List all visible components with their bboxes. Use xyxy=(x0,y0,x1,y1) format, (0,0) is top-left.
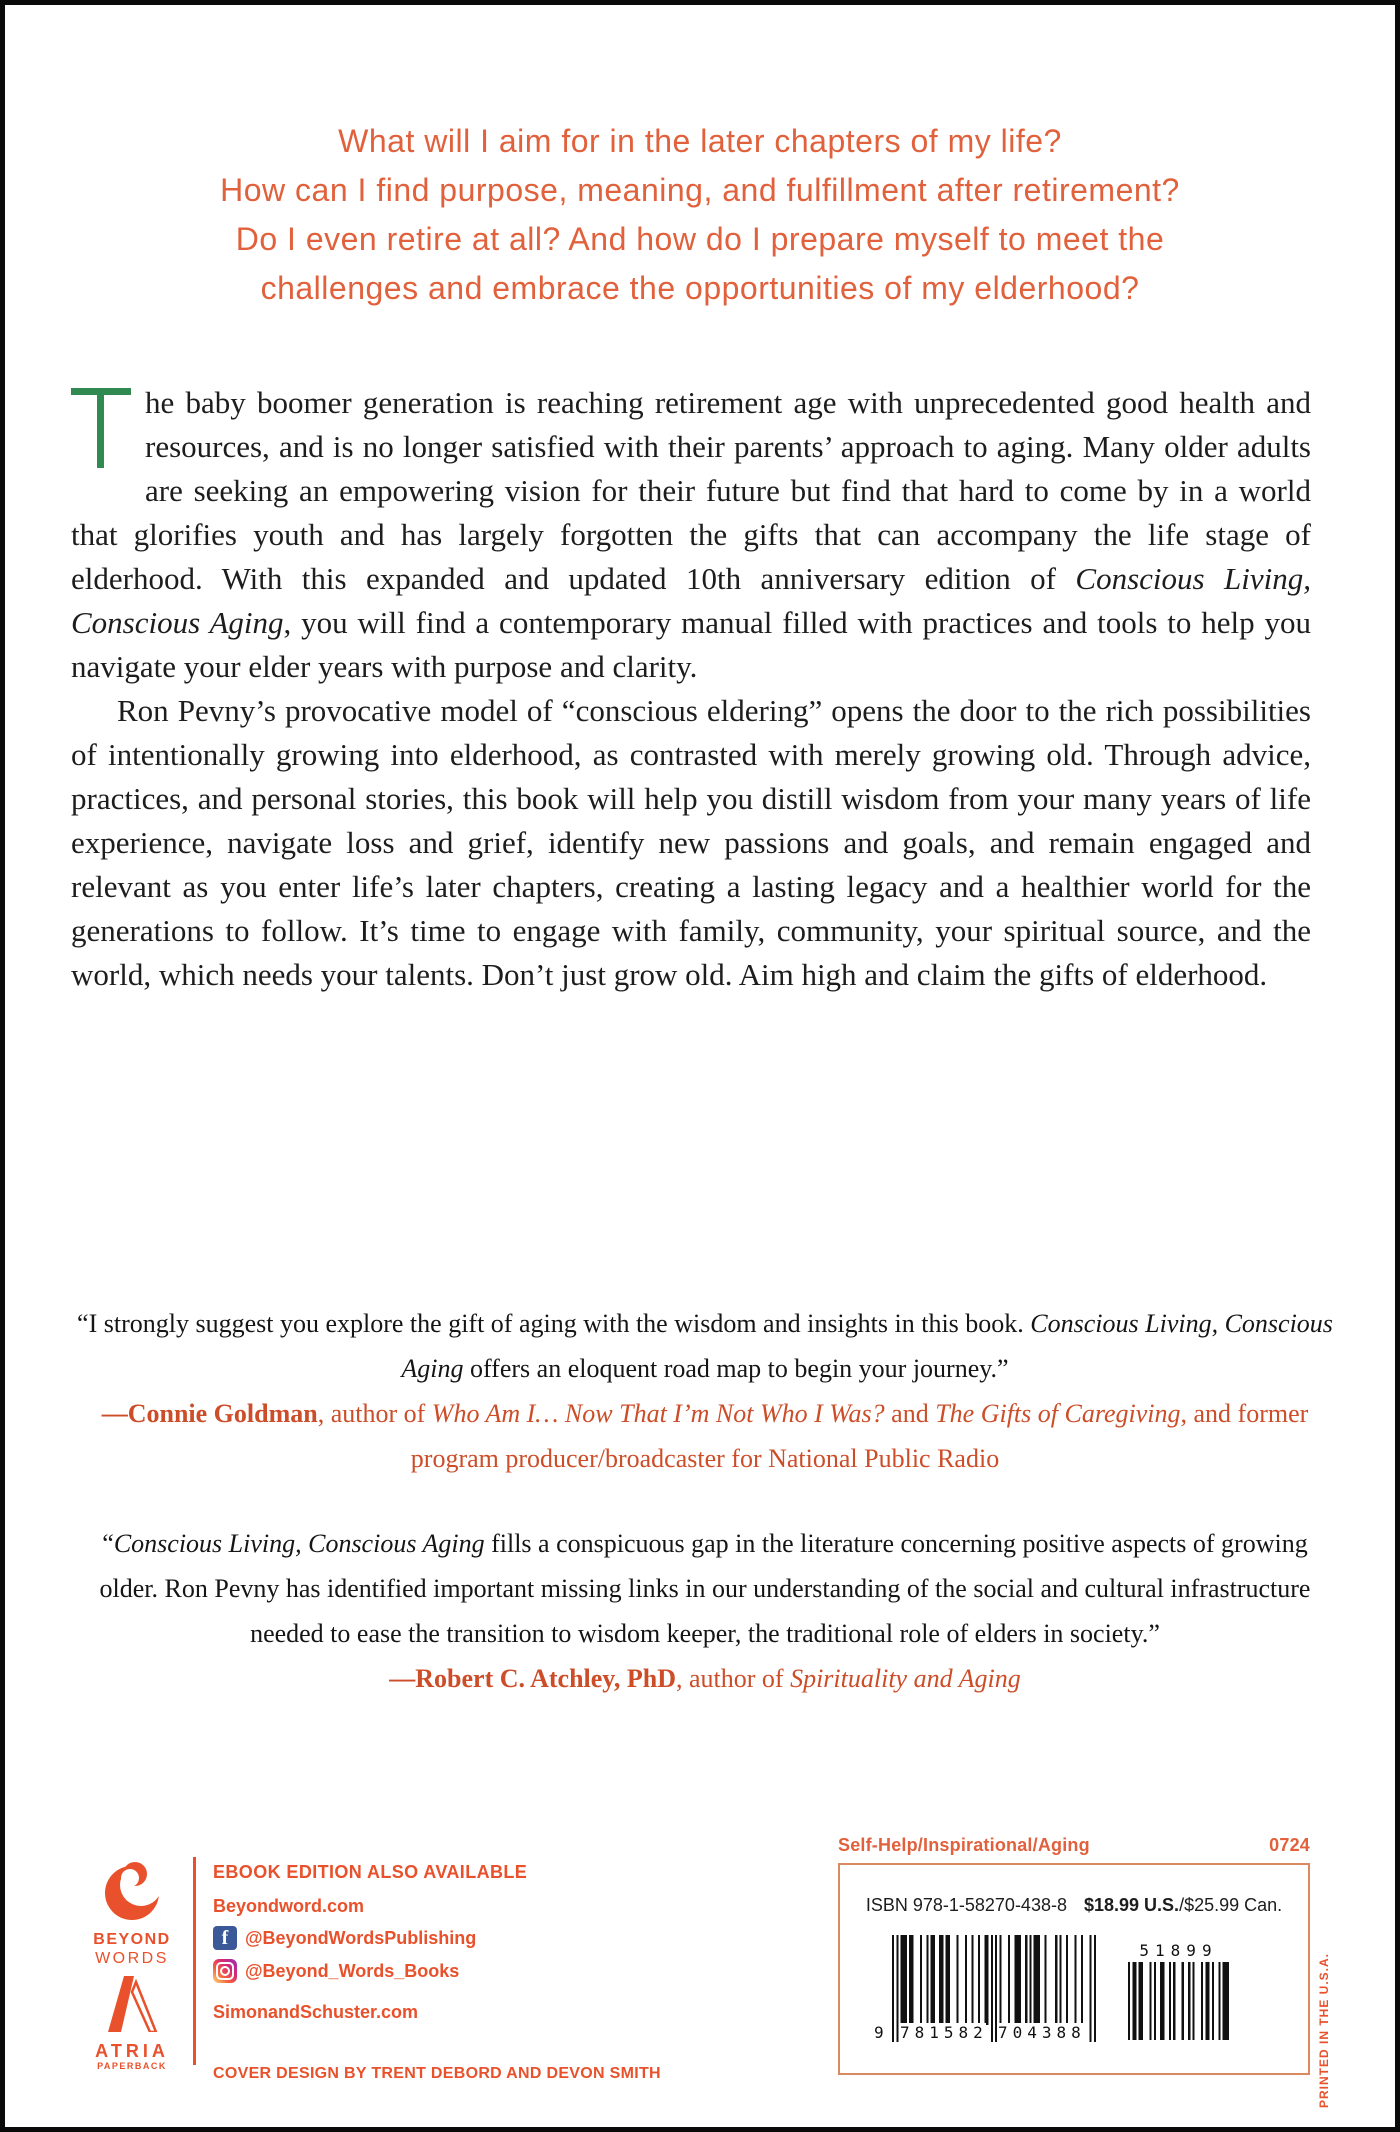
publisher-logos xyxy=(83,1857,181,2072)
question-line: challenges and embrace the opportunities of my elderhood? xyxy=(260,270,1140,306)
dropcap-letter-t xyxy=(71,388,131,470)
vertical-divider xyxy=(193,1857,196,2065)
price-can: /$25.99 Can. xyxy=(1179,1895,1283,1915)
endorsement-quote: “I strongly suggest you explore the gift of aging with the wisdom and insights in this book. Conscious Living, Conscious Aging offers an eloquent road map to begin your journey.” xyxy=(77,1309,1333,1383)
publisher-block xyxy=(83,1857,661,2083)
question-line: Do I even retire at all? And how do I prepare myself to meet the xyxy=(235,221,1165,257)
retail-block xyxy=(838,1835,1310,2075)
endorsement-goldman xyxy=(75,1301,1335,1481)
instagram-icon xyxy=(213,1959,237,1983)
facebook-row xyxy=(213,1926,661,1950)
question-line: How can I find purpose, meaning, and fulfillment after retirement? xyxy=(220,172,1180,208)
question-line: What will I aim for in the later chapters of my life? xyxy=(338,123,1062,159)
barcode-digit-group: 704388 xyxy=(998,2023,1086,2042)
isbn-box xyxy=(838,1863,1310,2075)
atria-label: ATRIA xyxy=(95,2041,169,2061)
paragraph-text: Ron Pevny’s provocative model of “conscious eldering” opens the door to the rich possibilities of intentionally growing into elderhood, as contrasted with merely growing old. Through advice, practices, and personal stories, this book will help you distill wisdom from your many years of life experience, navigate loss and grief, identify new passions and goals, and remain engaged and relevant as you enter life’s later chapters, creating a lasting legacy and a healthier world for the generations to follow. It’s time to engage with family, community, your spiritual source, and the world, which needs your talents. Don’t just grow old. Aim high and claim the gifts of elderhood. xyxy=(71,693,1311,992)
description xyxy=(71,381,1311,997)
retail-header xyxy=(838,1835,1310,1856)
description-paragraph-2 xyxy=(71,689,1311,997)
addon-bars xyxy=(1128,1962,1229,2040)
facebook-handle: @BeyondWordsPublishing xyxy=(245,1927,477,1948)
instagram-row xyxy=(213,1959,661,1983)
beyondword-url: Beyondword.com xyxy=(213,1896,365,1916)
printed-in-usa-note: PRINTED IN THE U.S.A. xyxy=(1317,1953,1331,2109)
paragraph-text: he baby boomer generation is reaching retirement age with unprecedented good health and resources, and is no longer satisfied with their parents’ approach to aging. Many older adults are seeking an empowering vision for their future but find that hard to come by in a world that glorifies youth and has largely forgotten the gifts that can accompany the life stage of elderhood. With this expanded and updated 10th anniversary edition of Conscious Living, Conscious Aging, you will find a contemporary manual filled with practices and tools to help you navigate your elder years with purpose and clarity. xyxy=(71,385,1312,684)
endorsement-attribution: —Robert C. Atchley, PhD, author of Spirituality and Aging xyxy=(389,1664,1021,1693)
atria-logo-icon xyxy=(104,2019,160,2036)
beyond-words-label: BEYOND xyxy=(93,1931,171,1948)
simonandschuster-url: SimonandSchuster.com xyxy=(213,2002,419,2022)
beyond-words-logo-icon xyxy=(100,1908,164,1925)
isbn-price-line xyxy=(840,1895,1308,1916)
price-us: $18.99 U.S. xyxy=(1084,1895,1180,1915)
barcode-lead-digit: 9 xyxy=(874,2023,884,2042)
intro-questions xyxy=(65,117,1335,313)
edition-code: 0724 xyxy=(1269,1835,1310,1855)
barcode-digits xyxy=(874,2021,1096,2043)
addon-value: 51899 xyxy=(1139,1941,1218,1960)
cover-design-credit: COVER DESIGN BY TRENT DEBORD AND DEVON SMITH xyxy=(213,2065,661,2082)
instagram-handle: @Beyond_Words_Books xyxy=(245,1960,460,1981)
ebook-note: EBOOK EDITION ALSO AVAILABLE xyxy=(213,1862,528,1882)
ean-barcode xyxy=(874,1935,1096,2042)
beyond-words-label: WORDS xyxy=(95,1950,169,1967)
facebook-icon: f xyxy=(213,1926,237,1950)
isbn-label: ISBN 978-1-58270-438-8 xyxy=(865,1895,1067,1915)
category-label: Self-Help/Inspirational/Aging xyxy=(838,1835,1090,1855)
endorsement-atchley xyxy=(75,1521,1335,1701)
price-addon-barcode xyxy=(1128,1941,1229,2040)
barcode-digit-group: 781582 xyxy=(900,2023,988,2042)
endorsement-quote: “Conscious Living, Conscious Aging fills a conspicuous gap in the literature concerning positive aspects of growing older. Ron Pevny has identified important missing links in our understanding of the social and cultural infrastructure needed to ease the transition to wisdom keeper, the traditional role of elders in society.” xyxy=(99,1529,1311,1648)
paperback-label: PAPERBACK xyxy=(97,2061,167,2071)
description-paragraph-1 xyxy=(71,381,1311,689)
publisher-links xyxy=(213,1857,661,2083)
endorsement-attribution: —Connie Goldman, author of Who Am I… Now That I’m Not Who I Was? and The Gifts of Caregiving, and former program producer/broadcaster for National Public Radio xyxy=(101,1399,1309,1473)
